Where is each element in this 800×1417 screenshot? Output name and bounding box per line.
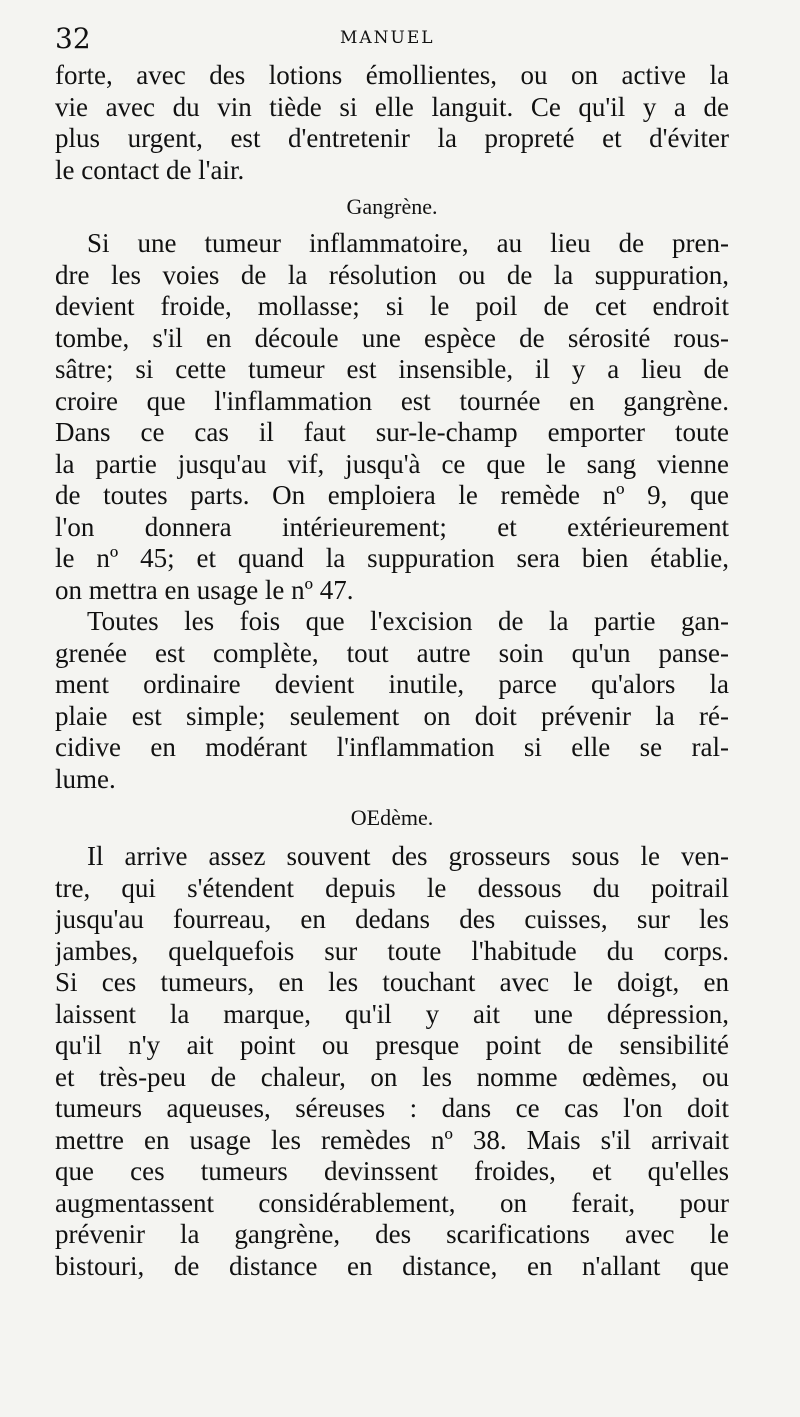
paragraph-gangrene-1: [55, 228, 729, 606]
text-line: bistouri, de distance en distance, en n'allant que: [55, 1250, 729, 1281]
text-line: grenée est complète, tout autre soin qu'un panse-: [55, 637, 729, 668]
text-line: mettre en usage les remèdes nº 38. Mais s'il arrivait: [55, 1124, 729, 1155]
text-line: on mettra en usage le nº 47.: [55, 574, 354, 605]
text-line: sâtre; si cette tumeur est insensible, il y a lieu de: [55, 354, 729, 384]
text-line: le contact de l'air.: [55, 154, 245, 185]
text-line: la partie jusqu'au vif, jusqu'à ce que le sang vienne: [55, 448, 729, 479]
text-line: dre les voies de la résolution ou de la suppuration,: [55, 259, 729, 290]
text-line: tre, qui s'étendent depuis le dessous du poitrail: [55, 872, 729, 903]
text-line: jusqu'au fourreau, en dedans des cuisses, sur les: [55, 904, 729, 934]
text-line: devient froide, mollasse; si le poil de cet endroit: [55, 291, 729, 321]
text-line: laissent la marque, qu'il y ait une dépression,: [55, 998, 729, 1029]
running-head: MANUEL: [340, 28, 435, 48]
text-line: que ces tumeurs devinssent froides, et qu'elles: [55, 1156, 729, 1186]
body-text: [55, 60, 729, 1282]
text-line: tombe, s'il en découle une espèce de sérosité rous-: [55, 322, 729, 353]
text-line: Si ces tumeurs, en les touchant avec le doigt, en: [55, 967, 729, 997]
text-line: Toutes les fois que l'excision de la partie gan-: [87, 606, 729, 636]
text-line: forte, avec des lotions émollientes, ou on active la: [55, 60, 729, 90]
section-heading-oedeme: OEdème.: [350, 805, 434, 830]
text-line: prévenir la gangrène, des scarifications avec le: [55, 1219, 729, 1249]
text-line: augmentassent considérablement, on ferait, pour: [55, 1187, 729, 1218]
text-line: qu'il n'y ait point ou presque point de sensibilité: [55, 1030, 729, 1060]
text-line: Si une tumeur inflammatoire, au lieu de pren-: [87, 228, 729, 258]
text-line: lume.: [55, 763, 116, 794]
text-line: tumeurs aqueuses, séreuses : dans ce cas l'on doit: [55, 1093, 729, 1123]
text-line: et très-peu de chaleur, on les nomme œdèmes, ou: [55, 1061, 729, 1092]
paragraph-continuation: [55, 60, 729, 186]
paragraph-oedeme-1: [55, 841, 729, 1282]
text-line: le nº 45; et quand la suppuration sera bien établie,: [55, 543, 729, 573]
section-heading-gangrene: Gangrène.: [346, 194, 438, 219]
text-line: Dans ce cas il faut sur-le-champ emporter toute: [55, 417, 729, 447]
text-line: ment ordinaire devient inutile, parce qu'alors la: [55, 669, 729, 699]
paragraph-gangrene-2: [55, 606, 729, 795]
text-line: cidive en modérant l'inflammation si elle se ral-: [55, 732, 729, 762]
text-line: jambes, quelquefois sur toute l'habitude du corps.: [55, 935, 729, 966]
text-line: de toutes parts. On emploiera le remède nº 9, que: [55, 480, 729, 510]
page-header: [55, 22, 740, 58]
text-line: vie avec du vin tiède si elle languit. Ce qu'il y a de: [55, 91, 729, 122]
text-line: croire que l'inflammation est tournée en gangrène.: [55, 385, 729, 416]
text-line: l'on donnera intérieurement; et extérieurement: [55, 511, 729, 542]
text-line: plaie est simple; seulement on doit prévenir la ré-: [55, 700, 729, 731]
text-line: plus urgent, est d'entretenir la propreté et d'éviter: [55, 123, 729, 153]
page-number: 32: [55, 22, 91, 55]
text-line: Il arrive assez souvent des grosseurs sous le ven-: [87, 841, 729, 871]
